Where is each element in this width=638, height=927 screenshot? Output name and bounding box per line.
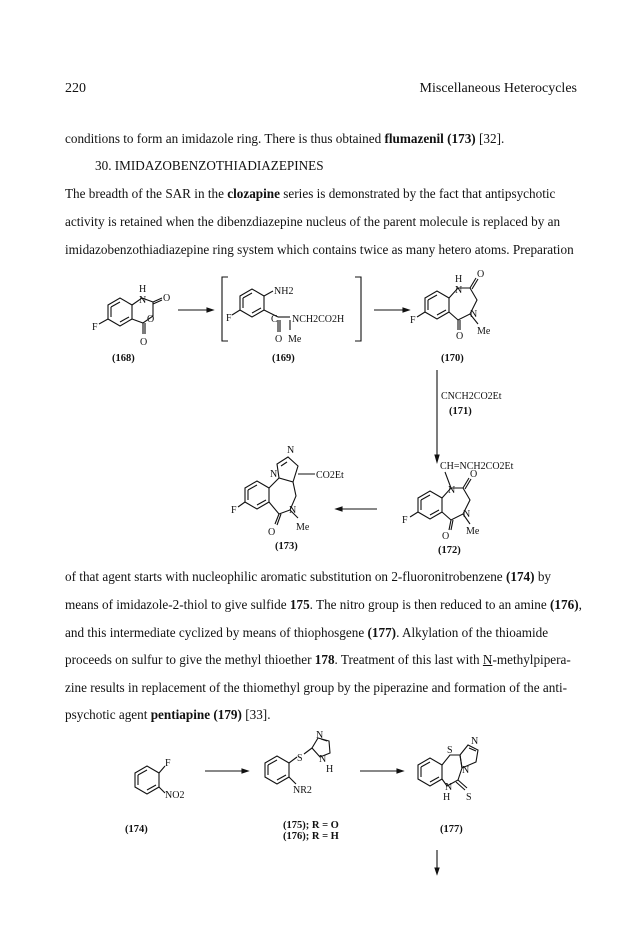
svg-text:N: N <box>463 509 471 520</box>
svg-text:N: N <box>287 445 295 456</box>
para3-l2-post: , <box>578 597 582 612</box>
para3-l6-bold: pentiapine (179) <box>150 707 242 722</box>
svg-text:N: N <box>289 505 297 516</box>
svg-text:N: N <box>316 730 324 741</box>
svg-text:N: N <box>455 285 463 296</box>
para3-l6-pre: psychotic agent <box>65 707 151 722</box>
paragraph-1 <box>65 132 504 145</box>
svg-text:O: O <box>163 293 171 304</box>
para3-l2-bold1: 175 <box>289 597 310 612</box>
para2-l1-post: series is demonstrated by the fact that antipsychotic <box>280 186 556 201</box>
svg-text:N: N <box>471 736 479 747</box>
para2-line-2: activity is retained when the dibenzdiazepine nucleus of the parent molecule is replaced by an <box>65 214 561 229</box>
label-171: (171) <box>449 406 472 417</box>
svg-text:O: O <box>477 269 485 280</box>
label-172: (172) <box>438 545 461 556</box>
para2-l1-bold: clozapine <box>227 186 280 201</box>
para3-l4-underline: N <box>482 652 493 667</box>
para3-line-5: zine results in replacement of the thiomethyl group by the piperazine and formation of the anti- <box>65 680 568 695</box>
para3-l4-post: -methylpipera- <box>492 652 571 667</box>
svg-text:S: S <box>466 792 472 803</box>
para3-l2-bold2: (176) <box>550 597 579 612</box>
para3-line-1 <box>65 570 551 583</box>
section-heading: 30. IMIDAZOBENZOTHIADIAZEPINES <box>95 158 324 173</box>
para3-line-3 <box>65 626 548 639</box>
svg-text:F: F <box>231 505 237 516</box>
structure-173 <box>231 445 344 552</box>
svg-text:F: F <box>165 758 171 769</box>
svg-text:Me: Me <box>466 526 480 537</box>
para3-line-6 <box>65 708 271 721</box>
para3-l2-mid: . The nitro group is then reduced to an amine <box>309 597 551 612</box>
structure-168 <box>92 284 170 364</box>
svg-text:H: H <box>443 792 451 803</box>
label-169: (169) <box>272 353 295 364</box>
svg-text:F: F <box>410 315 416 326</box>
reaction-scheme-1 <box>0 260 638 560</box>
label-174: (174) <box>125 824 148 835</box>
para3-l4-mid: . Treatment of this last with <box>334 652 483 667</box>
para3-l4-pre: proceeds on sulfur to give the methyl thioether <box>65 652 315 667</box>
para1-bold: flumazenil (173) <box>384 131 476 146</box>
svg-text:H: H <box>139 284 147 295</box>
para3-l6-post: [33]. <box>241 707 271 722</box>
structure-169 <box>222 277 361 364</box>
svg-text:H: H <box>326 764 334 775</box>
label-175: (175); R = O <box>283 820 339 831</box>
group-173: CO2Et <box>316 470 344 481</box>
structure-177 <box>418 736 478 835</box>
svg-text:N: N <box>448 485 456 496</box>
para3-l3-post: . Alkylation of the thioamide <box>396 625 549 640</box>
para3-l3-pre: and this intermediate cyclized by means of thiophosgene <box>65 625 368 640</box>
nitro-174: NO2 <box>165 790 185 801</box>
svg-text:N: N <box>270 469 278 480</box>
para3-l3-bold: (177) <box>367 625 397 640</box>
para1-text-end: [32]. <box>475 131 505 146</box>
svg-text:Me: Me <box>296 522 310 533</box>
para3-l2-pre: means of imidazole-2-thiol to give sulfide <box>65 597 290 612</box>
label-173: (173) <box>275 541 298 552</box>
svg-text:N: N <box>470 309 478 320</box>
svg-text:N: N <box>445 782 453 793</box>
amine-169: NH2 <box>274 286 294 297</box>
running-title: Miscellaneous Heterocycles <box>419 81 577 96</box>
svg-text:O: O <box>442 531 450 542</box>
svg-text:O: O <box>140 337 148 348</box>
structure-170 <box>410 269 491 364</box>
label-177: (177) <box>440 824 463 835</box>
svg-text:N: N <box>462 765 470 776</box>
reagent-171: CNCH2CO2Et <box>441 391 502 402</box>
para3-line-4 <box>65 653 571 666</box>
para3-line-2 <box>65 598 582 611</box>
svg-text:H: H <box>455 274 463 285</box>
svg-text:F: F <box>226 313 232 324</box>
structure-175-176 <box>265 730 339 842</box>
svg-text:N: N <box>319 754 327 765</box>
structure-174 <box>125 758 184 835</box>
group-172: CH=NCH2CO2Et <box>440 461 514 472</box>
svg-text:O: O <box>268 527 276 538</box>
svg-text:F: F <box>92 322 98 333</box>
para3-l1-post: by <box>534 569 552 584</box>
para3-l4-bold: 178 <box>314 652 335 667</box>
svg-text:Me: Me <box>477 326 491 337</box>
page-number: 220 <box>65 81 86 96</box>
para3-l1-pre: of that agent starts with nucleophilic aromatic substitution on 2-fluoronitrobenzene <box>65 569 506 584</box>
svg-text:O: O <box>456 331 464 342</box>
svg-text:Me: Me <box>288 334 302 345</box>
group-169: NCH2CO2H <box>292 314 345 325</box>
amine-175: NR2 <box>293 785 312 796</box>
label-176: (176); R = H <box>283 831 339 842</box>
svg-text:O: O <box>147 314 155 325</box>
para2-line-3: imidazobenzothiadiazepine ring system which contains twice as many hetero atoms. Preparation <box>65 242 574 257</box>
svg-text:C: C <box>271 314 278 325</box>
svg-text:S: S <box>447 745 453 756</box>
svg-text:O: O <box>275 334 283 345</box>
svg-text:F: F <box>402 515 408 526</box>
para3-l1-bold: (174) <box>505 569 535 584</box>
structure-172 <box>402 461 514 556</box>
label-170: (170) <box>441 353 464 364</box>
svg-text:N: N <box>139 295 147 306</box>
label-168: (168) <box>112 353 135 364</box>
svg-text:O: O <box>470 469 478 480</box>
para1-text: conditions to form an imidazole ring. There is thus obtained <box>65 131 385 146</box>
para2-l1-pre: The breadth of the SAR in the <box>65 186 228 201</box>
reaction-scheme-2 <box>0 728 638 927</box>
svg-text:S: S <box>297 753 303 764</box>
para2-line-1 <box>65 187 555 200</box>
